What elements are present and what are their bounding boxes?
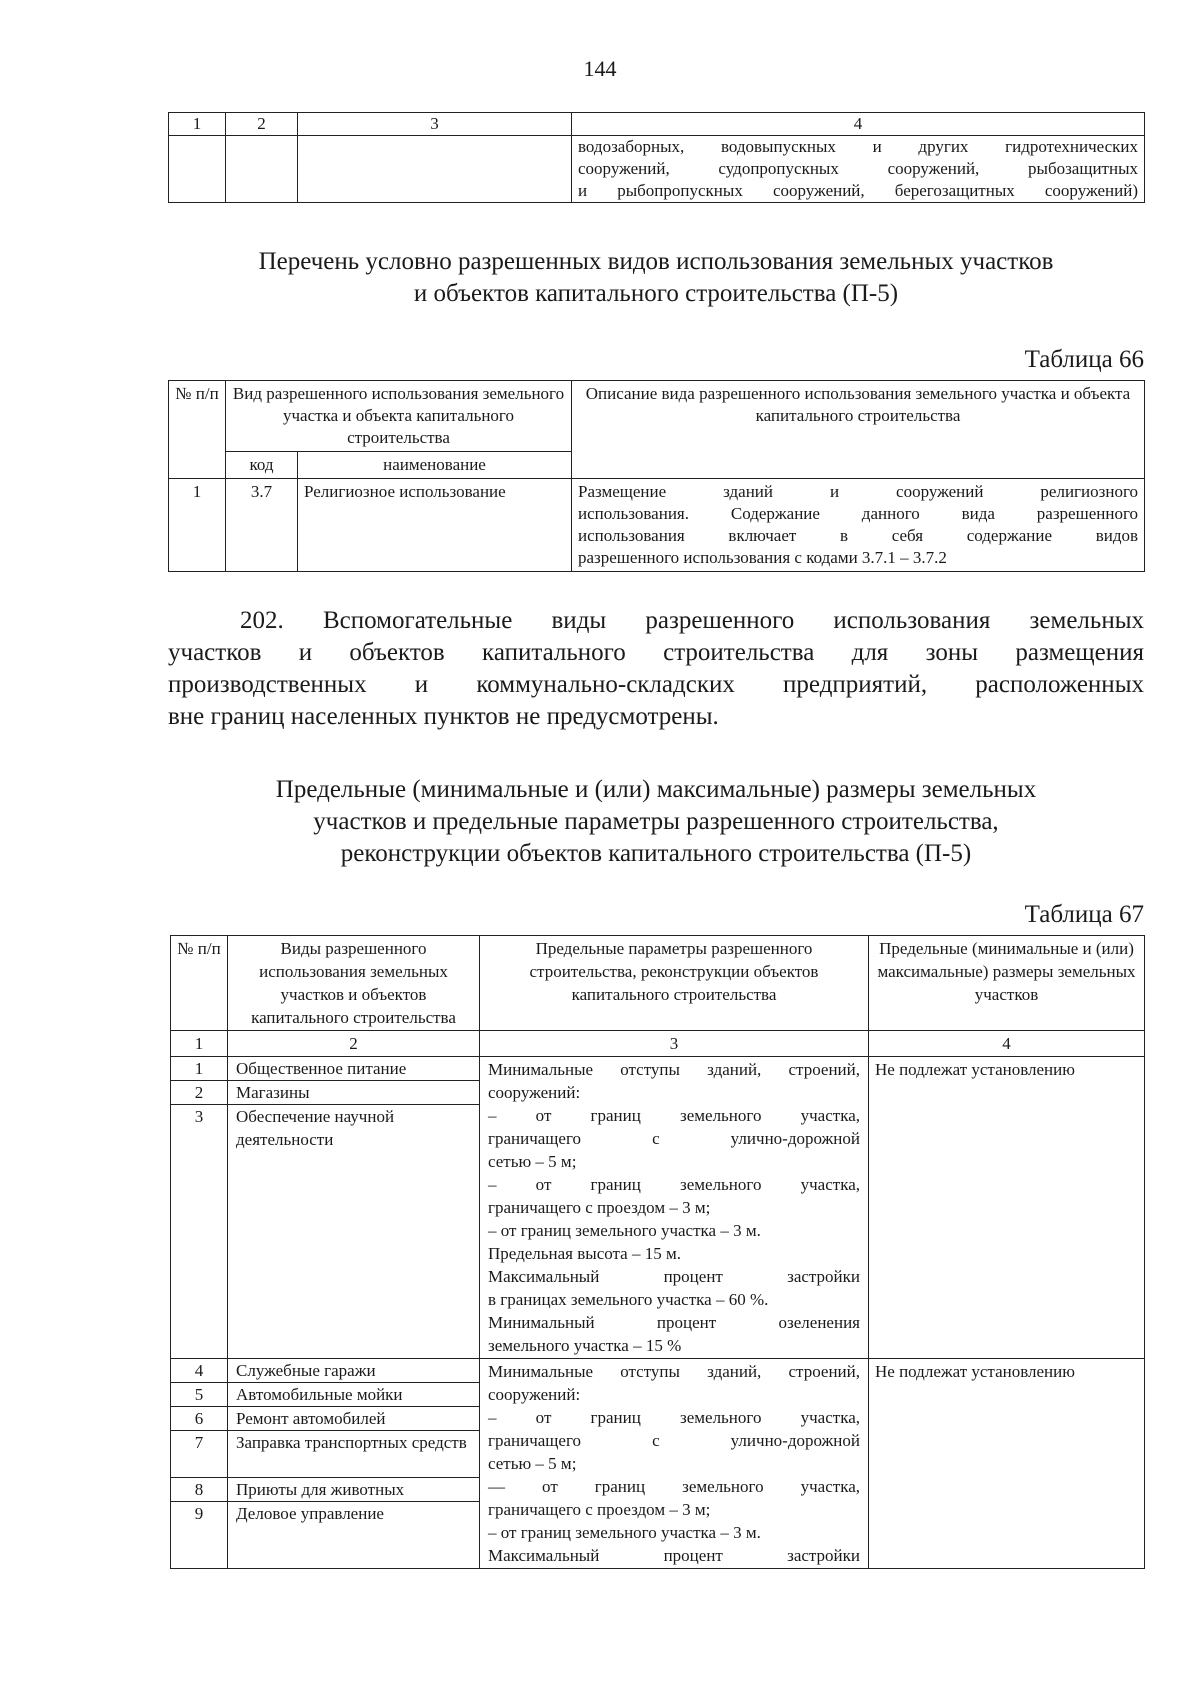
index-cell: 4 bbox=[869, 1031, 1145, 1057]
description-cell bbox=[572, 136, 1145, 203]
paragraph-line: 202. Вспомогательные виды разрешенного использования земельных bbox=[240, 607, 1144, 634]
use-names-cell bbox=[228, 1359, 480, 1569]
use-name: Обеспечение научной деятельности bbox=[236, 1107, 395, 1149]
row-number: 7 bbox=[171, 1431, 227, 1478]
table-67-caption: Таблица 67 bbox=[1024, 901, 1144, 928]
param-line: — от границ земельного участка, bbox=[488, 1477, 860, 1496]
table-header-row bbox=[171, 936, 1145, 1031]
param-line: Минимальные отступы зданий, строений, bbox=[488, 1362, 860, 1381]
heading-line: Перечень условно разрешенных видов использования земельных участков bbox=[258, 248, 1054, 275]
param-line: сооружений: bbox=[488, 1083, 581, 1102]
row-description bbox=[572, 479, 1145, 572]
table-67 bbox=[170, 935, 1145, 1569]
use-name: Магазины bbox=[228, 1081, 479, 1105]
header-name: наименование bbox=[298, 452, 572, 479]
section-heading-conditional-uses bbox=[168, 246, 1144, 310]
header-code: код bbox=[226, 452, 298, 479]
use-name: Приюты для животных bbox=[228, 1478, 479, 1502]
row-number: 9 bbox=[194, 1504, 204, 1523]
param-line: – от границ земельного участка, bbox=[488, 1175, 860, 1194]
param-line: граничащего с улично-дорожной bbox=[488, 1431, 860, 1450]
use-name: Общественное питание bbox=[228, 1057, 479, 1081]
param-line: граничащего с проездом – 3 м; bbox=[488, 1198, 711, 1217]
param-line: Максимальный процент застройки bbox=[488, 1546, 860, 1565]
header-cell: 4 bbox=[572, 113, 1145, 136]
param-line: в границах земельного участка – 60 %. bbox=[488, 1290, 769, 1309]
header-cell: 1 bbox=[169, 113, 226, 136]
text-line: использования. Содержание данного вида разрешенного bbox=[578, 504, 1138, 523]
param-line: сооружений: bbox=[488, 1385, 581, 1404]
empty-cell bbox=[226, 136, 298, 203]
row-number: 5 bbox=[171, 1383, 227, 1407]
continuation-table bbox=[168, 112, 1145, 203]
table-66 bbox=[168, 380, 1145, 572]
empty-cell bbox=[169, 136, 226, 203]
table-index-row bbox=[171, 1031, 1145, 1057]
header-use-kinds: Виды разрешенного использования земельных участков и объектов капитального строительства bbox=[228, 936, 480, 1031]
row-number: 8 bbox=[171, 1478, 227, 1502]
paragraph-line: участков и объектов капитального строительства для зоны размещения bbox=[168, 639, 1144, 666]
param-line: сетью – 5 м; bbox=[488, 1454, 577, 1473]
parameters-cell bbox=[480, 1359, 869, 1569]
heading-line: Предельные (минимальные и (или) максимальные) размеры земельных bbox=[275, 776, 1037, 803]
index-cell: 2 bbox=[228, 1031, 480, 1057]
row-number: 3 bbox=[194, 1107, 204, 1126]
header-number: № п/п bbox=[171, 936, 228, 1031]
row-number: 4 bbox=[171, 1359, 227, 1383]
row-number: 1 bbox=[171, 1057, 227, 1081]
param-line: – от границ земельного участка – 3 м. bbox=[488, 1221, 761, 1240]
param-line: сетью – 5 м; bbox=[488, 1152, 577, 1171]
header-sizes: Предельные (минимальные и (или) максимальные) размеры земельных участков bbox=[869, 936, 1145, 1031]
table-row-group bbox=[171, 1057, 1145, 1359]
param-line: Максимальный процент застройки bbox=[488, 1267, 860, 1286]
heading-line: и объектов капитального строительства (П-5) bbox=[413, 280, 899, 307]
numbers-cell bbox=[171, 1359, 228, 1569]
param-line: Минимальные отступы зданий, строений, bbox=[488, 1060, 860, 1079]
index-cell: 3 bbox=[480, 1031, 869, 1057]
row-name: Религиозное использование bbox=[298, 479, 572, 572]
paragraph-line: вне границ населенных пунктов не предусмотрены. bbox=[168, 703, 719, 730]
paragraph-202 bbox=[168, 605, 1144, 733]
numbers-cell bbox=[171, 1057, 228, 1359]
table-row-group bbox=[171, 1359, 1145, 1569]
table-row bbox=[169, 479, 1145, 572]
header-number: № п/п bbox=[169, 381, 226, 479]
row-number: 1 bbox=[169, 479, 226, 572]
header-use-kind: Вид разрешенного использования земельного участка и объекта капитального строительства bbox=[226, 381, 572, 452]
header-cell: 2 bbox=[226, 113, 298, 136]
header-cell: 3 bbox=[298, 113, 572, 136]
use-name: Заправка транспортных средств bbox=[228, 1431, 479, 1478]
table-66-caption: Таблица 66 bbox=[1024, 346, 1144, 373]
row-code: 3.7 bbox=[226, 479, 298, 572]
row-number: 6 bbox=[171, 1407, 227, 1431]
param-line: Минимальный процент озеленения bbox=[488, 1313, 860, 1332]
heading-line: реконструкции объектов капитального строительства (П-5) bbox=[340, 840, 972, 867]
paragraph-line: производственных и коммунально-складских предприятий, расположенных bbox=[168, 671, 1144, 698]
param-line: граничащего с проездом – 3 м; bbox=[488, 1500, 711, 1519]
use-name: Деловое управление bbox=[236, 1504, 384, 1523]
param-line: граничащего с улично-дорожной bbox=[488, 1129, 860, 1148]
page-number: 144 bbox=[583, 56, 617, 81]
table-row bbox=[169, 136, 1145, 203]
text-line: разрешенного использования с кодами 3.7.1 – 3.7.2 bbox=[578, 548, 947, 567]
sizes-cell: Не подлежат установлению bbox=[869, 1359, 1145, 1569]
empty-cell bbox=[298, 136, 572, 203]
table-header-row bbox=[169, 381, 1145, 452]
text-line: использования включает в себя содержание видов bbox=[578, 526, 1138, 545]
text-line: Размещение зданий и сооружений религиозного bbox=[578, 482, 1138, 501]
row-number: 2 bbox=[171, 1081, 227, 1105]
header-description: Описание вида разрешенного использования земельного участка и объекта капитального строительства bbox=[572, 381, 1145, 479]
param-line: – от границ земельного участка, bbox=[488, 1106, 860, 1125]
table-header-row bbox=[169, 113, 1145, 136]
param-line: Предельная высота – 15 м. bbox=[488, 1244, 681, 1263]
param-line: – от границ земельного участка, bbox=[488, 1408, 860, 1427]
text-line: сооружений, судопропускных сооружений, рыбозащитных bbox=[578, 159, 1138, 178]
sizes-cell: Не подлежат установлению bbox=[869, 1057, 1145, 1359]
param-line: – от границ земельного участка – 3 м. bbox=[488, 1523, 761, 1542]
parameters-cell bbox=[480, 1057, 869, 1359]
header-parameters: Предельные параметры разрешенного строительства, реконструкции объектов капитального строительства bbox=[480, 936, 869, 1031]
use-name: Автомобильные мойки bbox=[228, 1383, 479, 1407]
use-name: Служебные гаражи bbox=[228, 1359, 479, 1383]
section-heading-limits bbox=[168, 774, 1144, 870]
use-names-cell bbox=[228, 1057, 480, 1359]
text-line: водозаборных, водовыпускных и других гидротехнических bbox=[578, 137, 1138, 156]
text-line: и рыбопропускных сооружений, берегозащитных сооружений) bbox=[578, 181, 1138, 200]
use-name: Ремонт автомобилей bbox=[228, 1407, 479, 1431]
heading-line: участков и предельные параметры разрешенного строительства, bbox=[313, 808, 999, 835]
param-line: земельного участка – 15 % bbox=[488, 1336, 682, 1355]
index-cell: 1 bbox=[171, 1031, 228, 1057]
